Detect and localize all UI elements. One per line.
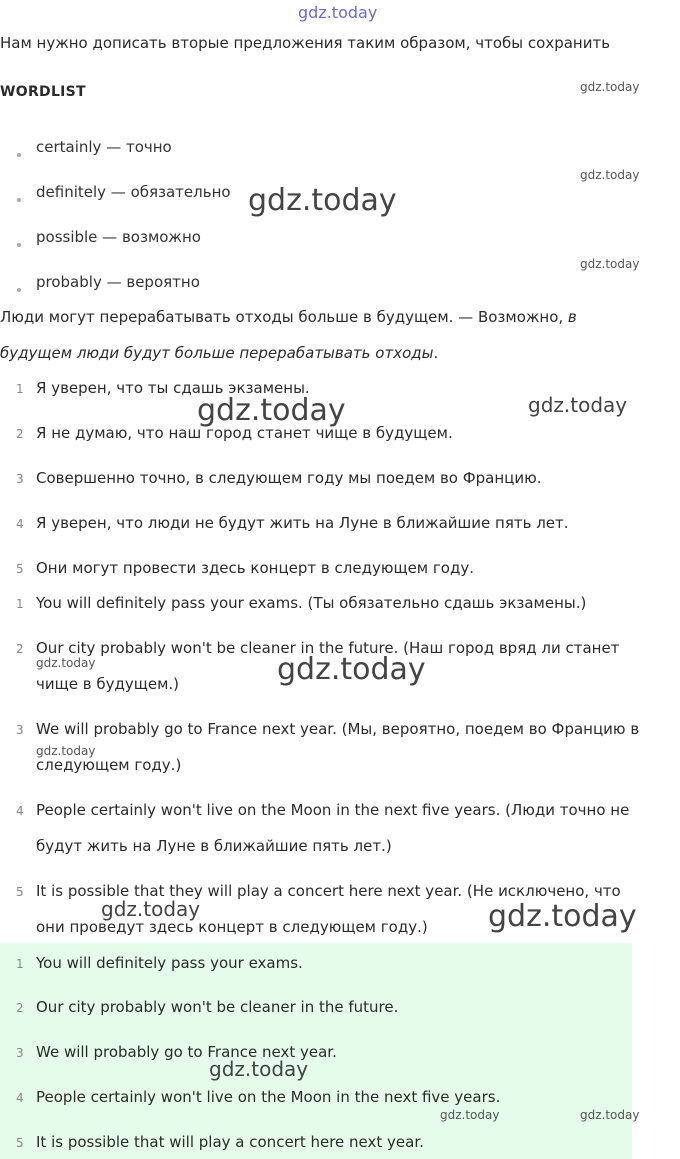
item-number: 1	[16, 597, 24, 611]
watermark: gdz.today	[580, 1108, 640, 1122]
russian-sentence: Они могут провести здесь концерт в следующем году.	[36, 559, 474, 577]
watermark: gdz.today	[580, 80, 640, 94]
item-number: 4	[16, 1091, 24, 1105]
russian-sentence: Я уверен, что люди не будут жить на Луне в ближайшие пять лет.	[36, 514, 569, 532]
intro-text: Нам нужно дописать вторые предложения таким образом, чтобы сохранить	[0, 34, 611, 52]
example-line-1: Люди могут перерабатывать отходы больше в будущем. — Возможно, в	[0, 308, 577, 326]
item-number: 4	[16, 517, 24, 531]
watermark: gdz.today	[36, 744, 96, 758]
translation-line: People certainly won't live on the Moon in the next five years. (Люди точно не	[36, 801, 630, 819]
watermark: gdz.today	[488, 899, 637, 934]
wordlist-item: probably — вероятно	[36, 273, 200, 291]
answer-line: We will probably go to France next year.	[36, 1043, 337, 1061]
answer-line: Our city probably won't be cleaner in the future.	[36, 998, 399, 1016]
russian-sentence: Я уверен, что ты сдашь экзамены.	[36, 379, 310, 397]
watermark: gdz.today	[440, 1108, 500, 1122]
watermark: gdz.today	[209, 1057, 309, 1081]
bullet-icon	[17, 198, 21, 202]
translation-line: будут жить на Луне в ближайшие пять лет.)	[36, 837, 392, 855]
watermark: gdz.today	[197, 393, 346, 428]
watermark: gdz.today	[248, 183, 397, 218]
answer-line: It is possible that will play a concert here next year.	[36, 1133, 424, 1151]
item-number: 2	[16, 642, 24, 656]
watermark: gdz.today	[36, 656, 96, 670]
item-number: 3	[16, 472, 24, 486]
wordlist-title: WORDLIST	[0, 84, 86, 100]
watermark: gdz.today	[101, 897, 201, 921]
bullet-icon	[17, 153, 21, 157]
translation-line: они проведут здесь концерт в следующем году.)	[36, 918, 428, 936]
item-number: 5	[16, 562, 24, 576]
watermark: gdz.today	[528, 393, 628, 417]
watermark: gdz.today	[277, 652, 426, 687]
translation-line: следующем году.)	[36, 756, 182, 774]
wordlist-item: certainly — точно	[36, 138, 172, 156]
wordlist-item: possible — возможно	[36, 228, 201, 246]
russian-sentence: Совершенно точно, в следующем году мы поедем во Францию.	[36, 469, 542, 487]
header-watermark: gdz.today	[298, 3, 378, 22]
item-number: 5	[16, 885, 24, 899]
translation-line: It is possible that they will play a concert here next year. (Не исключено, что	[36, 882, 621, 900]
example-line-2: будущем люди будут больше перерабатывать отходы.	[0, 344, 439, 362]
bullet-icon	[17, 288, 21, 292]
item-number: 2	[16, 1001, 24, 1015]
item-number: 3	[16, 723, 24, 737]
answer-line: You will definitely pass your exams.	[36, 954, 303, 972]
translation-line: We will probably go to France next year. (Мы, вероятно, поедем во Францию в	[36, 720, 640, 738]
translation-line: You will definitely pass your exams. (Ты обязательно сдашь экзамены.)	[36, 594, 587, 612]
item-number: 1	[16, 957, 24, 971]
russian-sentence: Я не думаю, что наш город станет чище в будущем.	[36, 424, 453, 442]
watermark: gdz.today	[580, 168, 640, 182]
item-number: 5	[16, 1136, 24, 1150]
translation-line: Our city probably won't be cleaner in the future. (Наш город вряд ли станет	[36, 639, 620, 657]
translation-line: чище в будущем.)	[36, 675, 180, 693]
item-number: 4	[16, 804, 24, 818]
item-number: 1	[16, 382, 24, 396]
item-number: 3	[16, 1046, 24, 1060]
wordlist-item: definitely — обязательно	[36, 183, 231, 201]
answer-line: People certainly won't live on the Moon in the next five years.	[36, 1088, 501, 1106]
watermark: gdz.today	[580, 257, 640, 271]
item-number: 2	[16, 427, 24, 441]
bullet-icon	[17, 243, 21, 247]
